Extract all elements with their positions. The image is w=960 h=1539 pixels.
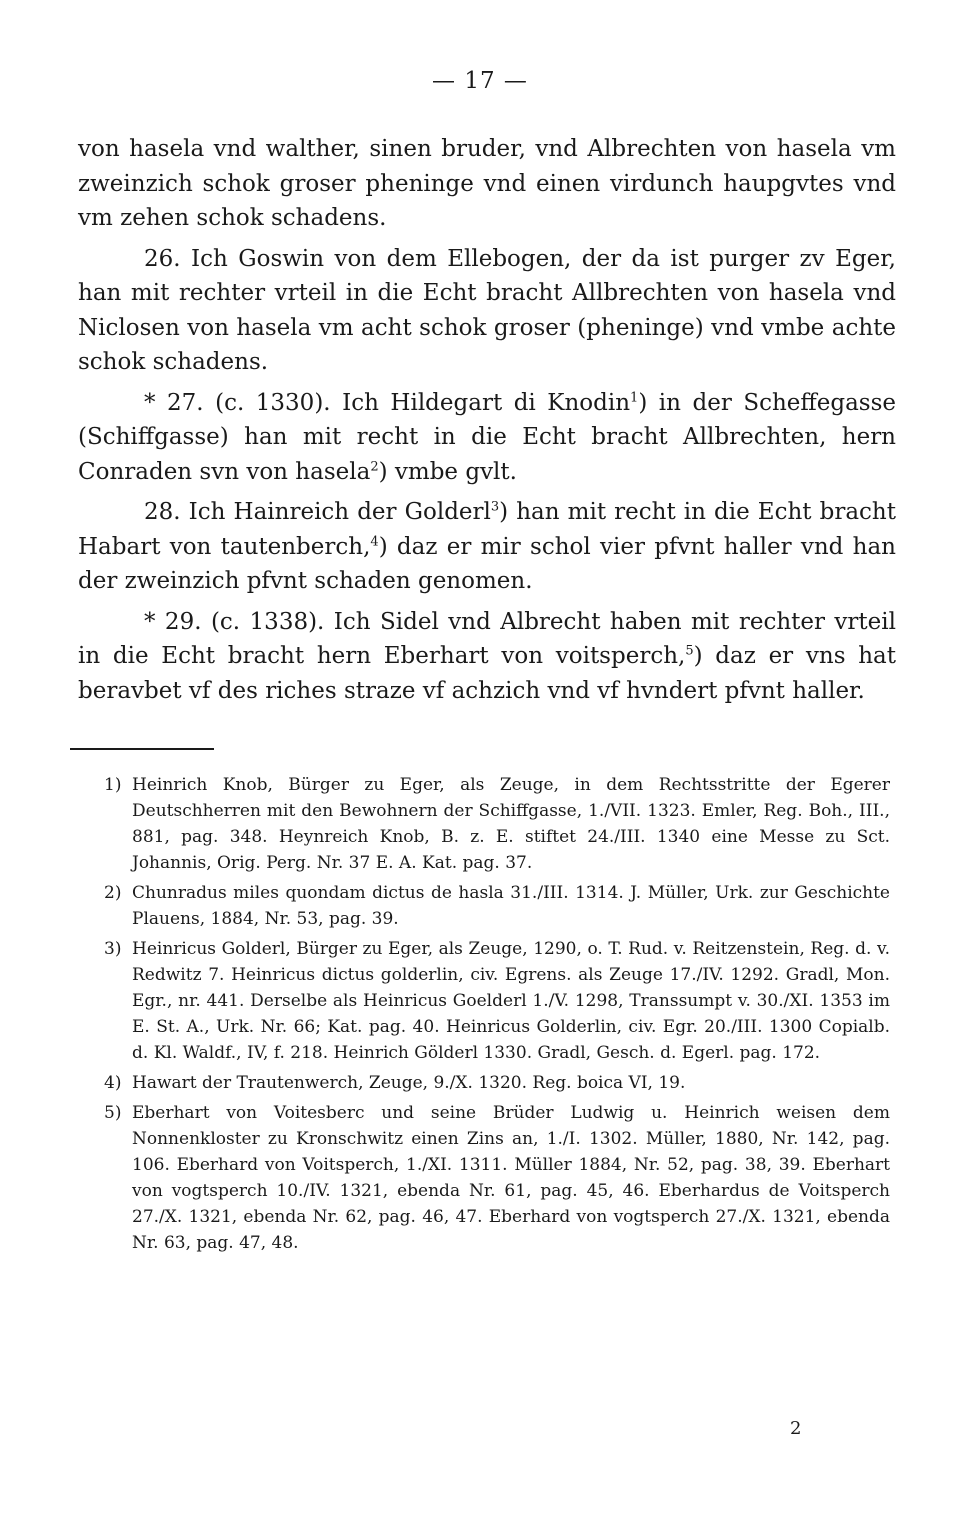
entry-27-part-a: * 27. (c. 1330). Ich Hildegart di Knodin	[144, 389, 631, 416]
entry-28-part-b: ) han mit recht in die Echt bracht Habart von tautenberch,	[78, 499, 896, 560]
footnote-2	[104, 880, 890, 932]
footnote-5	[104, 1100, 890, 1256]
footnote-separator	[70, 748, 214, 750]
footnote-text: Eberhart von Voitesberc und seine Brüder Ludwig u. Heinrich weisen dem Nonnenkloster zu Kronschwitz einen Zins an, 1./I. 1302. Müller, 1880, Nr. 142, pag. 106. Eberhard von Voitsperch, 1./XI. 1311. Müller 1884, Nr. 52, pag. 38, 39. Eberhart von vogtsperch 10./IV. 1321, ebenda Nr. 61, pag. 45, 46. Eberhardus de Voitsperch 27./X. 1321, ebenda Nr. 62, pag. 46, 47. Eberhard von vogtsperch 27./X. 1321, ebenda Nr. 63, pag. 47, 48.	[132, 1103, 890, 1253]
footnote-number: 1)	[104, 775, 122, 795]
footnote-ref-2: 2	[370, 458, 379, 474]
entry-29-part-b: ) daz er vns hat beravbet vf des riches straze vf achzich vnd vf hvndert pfvnt haller.	[78, 643, 896, 704]
entry-27	[78, 386, 896, 490]
footnote-number: 3)	[104, 939, 122, 959]
entry-28-part-c: ) daz er mir schol vier pfvnt haller vnd han der zweinzich pfvnt schaden genomen.	[78, 533, 896, 594]
footnote-number: 5)	[104, 1103, 122, 1123]
entry-25-continuation: von hasela vnd walther, sinen bruder, vnd Albrechten von hasela vm zweinzich schok groser pheninge vnd einen virdunch haupgvtes vnd vm zehen schok schadens.	[78, 136, 896, 231]
footnote-ref-5: 5	[685, 643, 694, 659]
footnote-text: Heinrich Knob, Bürger zu Eger, als Zeuge, in dem Rechtsstritte der Egerer Deutschherren mit den Bewohnern der Schiffgasse, 1./VII. 1323. Emler, Reg. Boh., III., 881, pag. 348. Heynreich Knob, B. z. E. stiftet 24./III. 1340 eine Messe zu Sct. Johannis, Orig. Perg. Nr. 37 E. A. Kat. pag. 37.	[132, 775, 890, 873]
footnote-number: 4)	[104, 1073, 122, 1093]
entry-29	[78, 605, 896, 709]
main-text	[78, 132, 896, 708]
footnote-1	[104, 772, 890, 876]
footnote-4	[104, 1070, 890, 1096]
page-number: — 17 —	[432, 68, 528, 94]
footnote-ref-4: 4	[370, 533, 379, 549]
footnotes	[104, 772, 890, 1260]
footnote-3	[104, 936, 890, 1066]
entry-27-part-b: ) in der Scheffegasse (Schiffgasse) han mit recht in die Echt bracht Allbrechten, hern Conraden svn von hasela	[78, 389, 896, 485]
footnote-ref-1: 1	[630, 389, 639, 405]
footnote-text: Chunradus miles quondam dictus de hasla 31./III. 1314. J. Müller, Urk. zur Geschichte Plauens, 1884, Nr. 53, pag. 39.	[132, 883, 890, 929]
footnote-number: 2)	[104, 883, 122, 903]
footnote-text: Hawart der Trautenwerch, Zeuge, 9./X. 1320. Reg. boica VI, 19.	[132, 1073, 686, 1093]
signature-mark: 2	[790, 1418, 802, 1439]
entry-29-part-a: * 29. (c. 1338). Ich Sidel vnd Albrecht haben mit rechter vrteil in die Echt bracht hern Eberhart von voitsperch,	[78, 608, 896, 669]
entry-27-part-c: ) vmbe gvlt.	[378, 458, 517, 485]
footnote-text: Heinricus Golderl, Bürger zu Eger, als Zeuge, 1290, o. T. Rud. v. Reitzenstein, Reg. d. v. Redwitz 7. Heinricus dictus golderlin, civ. Egrens. als Zeuge 17./IV. 1292. Gradl, Mon. Egr., nr. 441. Derselbe als Heinricus Goelderl 1./V. 1298, Transsumpt v. 30./XI. 1353 im E. St. A., Urk. Nr. 66; Kat. pag. 40. Heinricus Golderlin, civ. Egr. 20./III. 1300 Copialb. d. Kl. Waldf., IV, f. 218. Heinrich Gölderl 1330. Gradl, Gesch. d. Egerl. pag. 172.	[132, 939, 890, 1063]
entry-28	[78, 495, 896, 599]
entry-28-part-a: 28. Ich Hainreich der Golderl	[144, 499, 491, 525]
footnote-ref-3: 3	[490, 499, 500, 515]
entry-26: 26. Ich Goswin von dem Ellebogen, der da ist purger zv Eger, han mit rechter vrteil in die Echt bracht Allbrechten von hasela vnd Niclosen von hasela vm acht schok groser (pheninge) vnd vmbe achte schok schadens.	[78, 245, 896, 375]
